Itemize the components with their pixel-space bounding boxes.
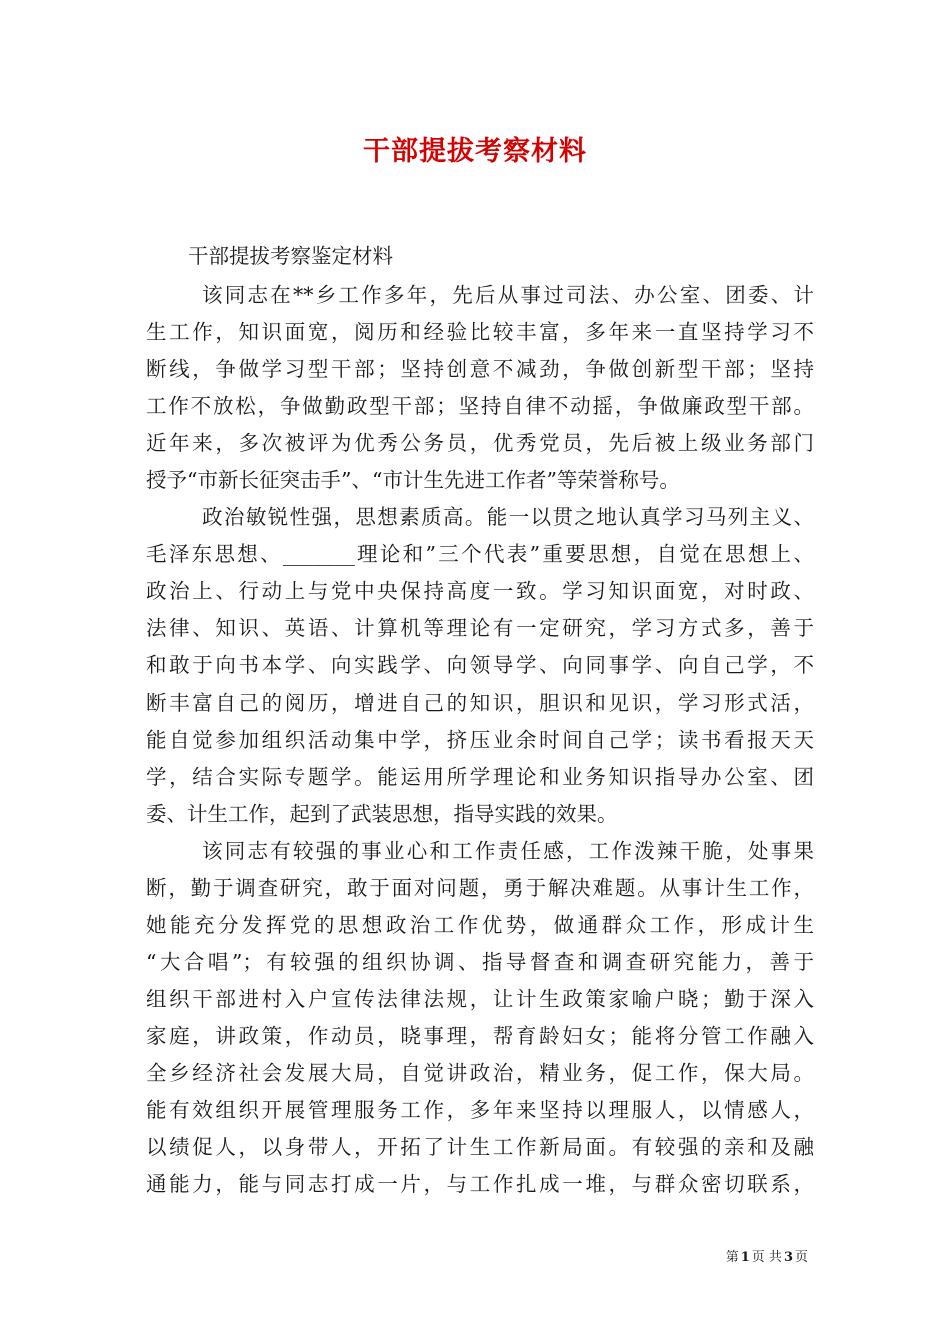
text-line: 近年来，多次被评为优秀公务员，优秀党员，先后被上级业务部门 xyxy=(146,431,814,456)
text-line: 能有效组织开展管理服务工作，多年来坚持以理服人，以情感人， xyxy=(146,1098,814,1123)
footer-prefix: 第 xyxy=(725,1250,739,1265)
text-line: 组织干部进村入户宣传法律法规，让计生政策家喻户晓；勤于深入 xyxy=(146,986,814,1011)
text-line: 该同志有较强的事业心和工作责任感，工作泼辣干脆，处事果 xyxy=(202,838,814,863)
document-title: 干部提拔考察材料 xyxy=(363,136,587,167)
text-line: 断，勤于调查研究，敢于面对问题，勇于解决难题。从事计生工作， xyxy=(146,875,814,900)
text-line: 以绩促人，以身带人，开拓了计生工作新局面。有较强的亲和及融 xyxy=(146,1135,814,1160)
text-line: 她能充分发挥党的思想政治工作优势，做通群众工作，形成计生 xyxy=(146,912,814,937)
text-line: 授予“市新长征突击手”、“市计生先进工作者”等荣誉称号。 xyxy=(146,468,680,493)
text-line: 家庭，讲政策，作动员，晓事理，帮育龄妇女；能将分管工作融入 xyxy=(146,1023,814,1048)
text-line: “大合唱”；有较强的组织协调、指导督查和调查研究能力，善于 xyxy=(146,949,814,974)
text-line: 委、计生工作，起到了武装思想，指导实践的效果。 xyxy=(146,801,618,826)
text-line: 学，结合实际专题学。能运用所学理论和业务知识指导办公室、团 xyxy=(146,764,814,789)
text-line: 生工作，知识面宽，阅历和经验比较丰富，多年来一直坚持学习不 xyxy=(146,320,814,345)
text-line: 该同志在**乡工作多年，先后从事过司法、办公室、团委、计 xyxy=(202,283,814,307)
text-line: 毛泽东思想、_______理论和”三个代表”重要思想，自觉在思想上、 xyxy=(146,542,814,567)
text-line: 法律、知识、英语、计算机等理论有一定研究，学习方式多，善于 xyxy=(146,616,814,641)
text-line: 和敢于向书本学、向实践学、向领导学、向同事学、向自己学，不 xyxy=(146,653,814,678)
document-body xyxy=(146,277,814,1203)
text-line: 全乡经济社会发展大局，自觉讲政治，精业务，促工作，保大局。 xyxy=(146,1060,814,1085)
footer-suffix: 页 xyxy=(794,1250,808,1265)
current-page-number: 1 xyxy=(740,1250,750,1265)
text-line: 政治上、行动上与党中央保持高度一致。学习知识面宽，对时政、 xyxy=(146,579,814,604)
text-line: 工作不放松，争做勤政型干部；坚持自律不动摇，争做廉政型干部。 xyxy=(146,394,814,419)
text-line: 断丰富自己的阅历，增进自己的知识，胆识和见识，学习形式活， xyxy=(146,690,814,715)
footer-middle: 页 共 xyxy=(751,1250,782,1265)
document-subtitle: 干部提拔考察鉴定材料 xyxy=(188,244,393,268)
text-line: 能自觉参加组织活动集中学，挤压业余时间自己学；读书看报天天 xyxy=(146,727,814,752)
total-pages-number: 3 xyxy=(783,1250,793,1265)
text-line: 通能力，能与同志打成一片，与工作扎成一堆，与群众密切联系， xyxy=(146,1172,814,1197)
page-footer xyxy=(726,1249,808,1267)
text-line: 断线，争做学习型干部；坚持创意不减劲，争做创新型干部；坚持 xyxy=(146,357,814,382)
text-line: 政治敏锐性强，思想素质高。能一以贯之地认真学习马列主义、 xyxy=(202,505,814,530)
